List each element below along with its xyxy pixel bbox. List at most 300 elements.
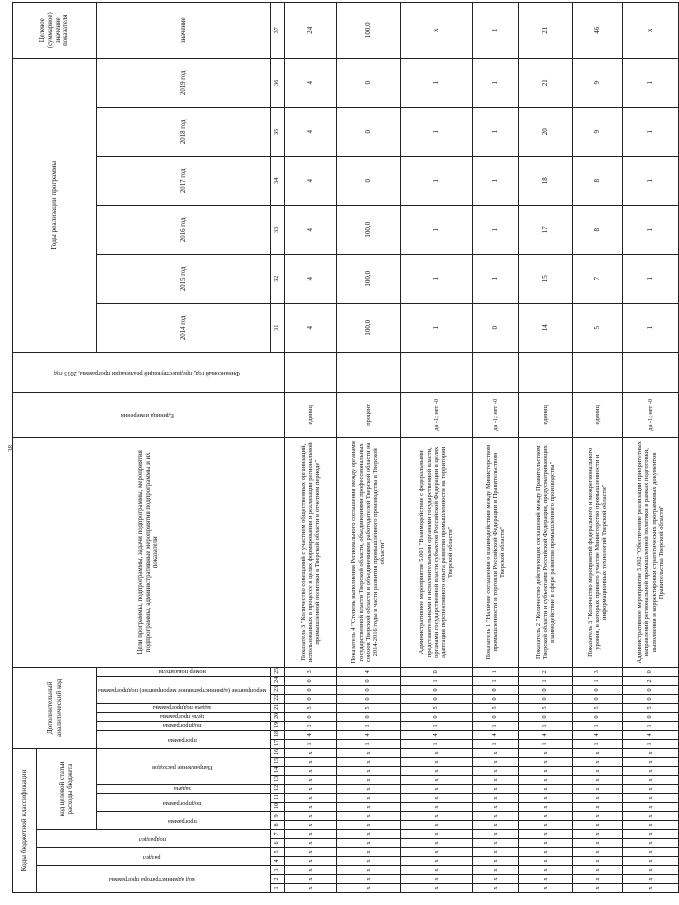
analytic-code-cell: 4 [285,730,337,739]
budget-code-cell: х [337,748,401,757]
budget-code-cell: х [473,767,519,776]
header-year-2017: 2017 год [97,156,271,205]
budget-code-cell: х [401,830,473,839]
budget-code-cell: х [573,812,623,821]
analytic-code-cell: 1 [401,721,473,730]
budget-code-cell: х [623,794,679,803]
analytic-code-cell: 0 [573,694,623,703]
analytic-code-cell: 0 [401,712,473,721]
column-number: 24 [271,676,285,685]
analytic-code-cell: 1 [473,721,519,730]
column-number: 31 [271,303,285,352]
column-number: 19 [271,721,285,730]
year-value-cell: 1 [623,156,679,205]
year-value-cell: 4 [285,303,337,352]
column-number: 37 [271,2,285,58]
budget-code-cell: х [285,839,337,848]
budget-code-cell: х [401,857,473,866]
budget-code-cell: х [519,794,573,803]
budget-code-cell: х [473,758,519,767]
budget-code-cell: х [623,839,679,848]
column-number: 6 [271,839,285,848]
year-value-cell: 1 [401,254,473,303]
indicator-description: Показатель 3 "Количество мероприятий федерального и межрегионального уровня, в которых принято участие Министерство промышленности и информационных технологий Тверской области" [573,437,623,667]
budget-code-cell: х [401,794,473,803]
indicator-description: Показатель 2 "Количество действующих соглашений между Правительством Тверской области и субъектами Российской Федерации, предусматривающих взаимодействие в сфере развития промышленного производства" [519,437,573,667]
unit-cell: да -1; нет -0 [623,392,679,437]
analytic-code-cell: 4 [623,730,679,739]
budget-code-cell: х [473,748,519,757]
header-an-program: программа [97,730,271,748]
budget-code-cell: х [285,830,337,839]
column-number: 34 [271,156,285,205]
budget-code-cell: х [573,884,623,893]
analytic-code-cell: 0 [337,685,401,694]
budget-code-cell: х [519,767,573,776]
indicator-description: Административное мероприятие 5.002 "Обеспечение реализации приоритетных направлений региональной промышленной политики в рамках подготовки, выполнения и корректировки стратегических программных документов Правительства Тверской области" [623,437,679,667]
budget-code-cell: х [473,830,519,839]
budget-code-cell: х [401,812,473,821]
budget-code-cell: х [623,758,679,767]
year-value-cell: 4 [285,58,337,107]
budget-code-cell: х [337,785,401,794]
analytic-code-cell: 1 [519,721,573,730]
header-year-2019: 2019 год [97,58,271,107]
budget-code-cell: х [401,758,473,767]
target-value-cell: 1 [473,2,519,58]
analytic-code-cell: 4 [573,730,623,739]
budget-code-cell: х [573,767,623,776]
analytic-code-cell: 0 [623,694,679,703]
column-number: 9 [271,812,285,821]
budget-code-cell: х [519,758,573,767]
analytic-code-cell: 0 [519,685,573,694]
budget-code-cell: х [573,821,623,830]
analytic-code-cell: 1 [401,676,473,685]
budget-code-cell: х [337,884,401,893]
analytic-code-cell: 0 [573,685,623,694]
budget-code-cell: х [401,821,473,830]
analytic-code-cell: 0 [519,712,573,721]
budget-code-cell: х [473,848,519,857]
budget-code-cell: х [285,794,337,803]
column-number: 7 [271,830,285,839]
target-value-cell: 24 [285,2,337,58]
analytic-code-cell: 0 [337,694,401,703]
budget-code-cell: х [401,767,473,776]
year-value-cell: 20 [519,107,573,156]
budget-code-cell: х [473,776,519,785]
header-task: задача [97,785,271,794]
column-number: 11 [271,794,285,803]
unit-cell: единиц [573,392,623,437]
analytic-code-cell: 1 [573,739,623,748]
budget-code-cell: х [573,794,623,803]
year-value-cell: 9 [573,58,623,107]
budget-code-cell: х [285,776,337,785]
column-number: 10 [271,803,285,812]
indicator-description: Административное мероприятие 5.001 "Взаимодействие с федеральными представительными и исполнительными органами государственной власти, органами государственной власти субъектов Российской Федерации в целях адаптации перспективного опыта развития промышленности на территории Тверской области" [401,437,473,667]
header-an-event: мероприятие (административное мероприятие) подпрограммы [97,676,271,703]
year-value-cell: 1 [473,205,519,254]
column-number: 25 [271,667,285,676]
target-value-cell: х [623,2,679,58]
budget-code-cell: х [337,812,401,821]
fin-year-cell [623,352,679,392]
year-value-cell: 8 [573,205,623,254]
budget-code-cell: х [519,866,573,875]
analytic-code-cell: 0 [623,685,679,694]
analytic-code-cell: 5 [401,703,473,712]
budget-code-cell: х [285,767,337,776]
budget-code-cell: х [401,803,473,812]
unit-cell: единиц [285,392,337,437]
budget-code-cell: х [573,875,623,884]
header-an-goal: цель программы [97,712,271,721]
budget-code-cell: х [337,857,401,866]
column-number: 4 [271,857,285,866]
year-value-cell: 4 [285,254,337,303]
budget-code-cell: х [473,803,519,812]
unit-cell: процент [337,392,401,437]
budget-code-cell: х [623,875,679,884]
budget-code-cell: х [623,812,679,821]
fin-year-cell [473,352,519,392]
year-value-cell: 1 [623,254,679,303]
year-value-cell: 1 [623,303,679,352]
budget-code-cell: х [573,839,623,848]
budget-code-cell: х [519,748,573,757]
analytic-code-cell: 0 [623,712,679,721]
analytic-code-cell: 0 [401,685,473,694]
budget-code-cell: х [623,776,679,785]
year-value-cell: 1 [401,156,473,205]
year-value-cell: 1 [401,58,473,107]
header-year-2018: 2018 год [97,107,271,156]
budget-code-cell: х [401,839,473,848]
budget-code-cell: х [401,776,473,785]
budget-code-cell: х [573,848,623,857]
header-direction: Направление расходов [97,748,271,784]
year-value-cell: 1 [623,58,679,107]
fin-year-cell [401,352,473,392]
budget-code-cell: х [337,866,401,875]
year-value-cell: 1 [623,205,679,254]
budget-code-cell: х [623,848,679,857]
budget-code-cell: х [473,857,519,866]
year-value-cell: 0 [473,303,519,352]
indicator-description: Показатель 3 "Количество совещаний с участием общественных организаций, использованных в процессе в целях формирования и реализации региональной промышленной политики в Тверской области в отчетном периоде" [285,437,337,667]
page-number: 38 [7,445,15,452]
budget-code-cell: х [623,821,679,830]
table-row [473,2,519,892]
budget-code-cell: х [285,812,337,821]
analytic-code-cell: 0 [337,676,401,685]
year-value-cell: 4 [285,156,337,205]
budget-code-cell: х [519,812,573,821]
fin-year-cell [573,352,623,392]
unit-cell: да -1; нет -0 [473,392,519,437]
column-number: 22 [271,694,285,703]
column-number: 13 [271,776,285,785]
target-value-cell: 100,0 [337,2,401,58]
analytic-code-cell: 4 [337,730,401,739]
year-value-cell: 0 [337,107,401,156]
analytic-code-cell: 0 [473,694,519,703]
budget-code-cell: х [573,866,623,875]
column-number: 2 [271,875,285,884]
header-subprogram: подпрограмма [97,794,271,812]
year-value-cell: 0 [337,58,401,107]
budget-code-cell: х [519,776,573,785]
column-number: 3 [271,866,285,875]
budget-code-cell: х [623,803,679,812]
analytic-code-cell: 1 [519,739,573,748]
budget-code-cell: х [285,785,337,794]
year-value-cell: 7 [573,254,623,303]
analytic-code-cell: 3 [285,667,337,676]
analytic-code-cell: 4 [401,730,473,739]
fin-year-cell [285,352,337,392]
analytic-code-cell: 0 [519,694,573,703]
budget-code-cell: х [573,785,623,794]
year-value-cell: 1 [401,303,473,352]
budget-code-cell: х [519,839,573,848]
analytic-code-cell: 5 [285,703,337,712]
column-number: 20 [271,712,285,721]
budget-code-cell: х [337,839,401,848]
column-number: 12 [271,785,285,794]
budget-code-cell: х [623,830,679,839]
analytic-code-cell: 1 [519,676,573,685]
year-value-cell: 18 [519,156,573,205]
header-unit: Единица измерения [13,392,285,437]
year-value-cell: 4 [285,205,337,254]
budget-code-cell: х [337,794,401,803]
header-program: программа [97,812,271,830]
target-value-cell: 46 [573,2,623,58]
budget-code-cell: х [519,821,573,830]
analytic-code-cell: 1 [285,739,337,748]
budget-code-cell: х [401,748,473,757]
analytic-code-cell: 1 [285,721,337,730]
column-number: 23 [271,685,285,694]
budget-code-cell: х [473,785,519,794]
header-an-subprogram: подпрограмма [97,721,271,730]
header-an-task: задача подпрограммы [97,703,271,712]
analytic-code-cell: 2 [519,667,573,676]
budget-code-cell: х [401,866,473,875]
header-target-article: код целевой статьи расходы бюджета [37,748,97,829]
year-value-cell: 1 [401,107,473,156]
column-number: 21 [271,703,285,712]
year-value-cell: 1 [401,205,473,254]
table-row [401,2,473,892]
analytic-code-cell: 0 [285,712,337,721]
analytic-code-cell: 1 [573,721,623,730]
table-row [623,2,679,892]
year-value-cell: 15 [519,254,573,303]
column-number: 8 [271,821,285,830]
year-value-cell: 1 [623,107,679,156]
fin-year-cell [337,352,401,392]
budget-code-cell: х [337,758,401,767]
column-number: 35 [271,107,285,156]
analytic-code-cell: 1 [473,667,519,676]
budget-code-cell: х [285,884,337,893]
header-an-indicator: номер показателя [97,667,271,676]
analytic-code-cell: 0 [337,712,401,721]
budget-code-cell: х [401,785,473,794]
budget-code-cell: х [519,803,573,812]
year-value-cell: 1 [473,107,519,156]
budget-code-cell: х [519,875,573,884]
budget-code-cell: х [473,884,519,893]
column-number: 15 [271,758,285,767]
budget-code-cell: х [573,776,623,785]
header-value: значение [97,2,271,58]
header-year-2014: 2014 год [97,303,271,352]
budget-code-cell: х [623,884,679,893]
budget-code-cell: х [337,821,401,830]
table-row [519,2,573,892]
budget-code-cell: х [285,758,337,767]
budget-code-cell: х [573,830,623,839]
column-number: 33 [271,205,285,254]
budget-code-cell: х [519,848,573,857]
budget-code-cell: х [623,785,679,794]
header-section: раздел [37,848,271,866]
year-value-cell: 8 [573,156,623,205]
analytic-code-cell: 5 [473,703,519,712]
analytic-code-cell: 4 [337,667,401,676]
target-value-cell: х [401,2,473,58]
budget-code-cell: х [519,857,573,866]
header-budget-classification: Коды бюджетной классификации [13,748,37,892]
analytic-code-cell: 1 [573,676,623,685]
target-value-cell: 21 [519,2,573,58]
analytic-code-cell: 0 [473,685,519,694]
budget-code-cell: х [285,857,337,866]
budget-code-cell: х [285,803,337,812]
analytic-code-cell: 1 [337,739,401,748]
budget-code-cell: х [519,830,573,839]
budget-code-cell: х [473,794,519,803]
year-value-cell: 1 [473,58,519,107]
analytic-code-cell: 1 [337,721,401,730]
header-year-2016: 2016 год [97,205,271,254]
budget-code-cell: х [573,758,623,767]
budget-code-cell: х [473,866,519,875]
year-value-cell: 0 [337,156,401,205]
budget-code-cell: х [337,848,401,857]
unit-cell: единиц [519,392,573,437]
budget-code-cell: х [285,821,337,830]
year-value-cell: 14 [519,303,573,352]
budget-code-cell: х [473,875,519,884]
analytic-code-cell: 1 [401,739,473,748]
indicator-description: Показатель 4 "Степень выполнения Регионального соглашения между органами государственной власти Тверской области, объединениями профессиональных союзов Тверской области и объединениями работодателей Тверской области на 2014-2016 годы в части развития промышленного производства в Тверской области" [337,437,401,667]
budget-code-cell: х [623,857,679,866]
year-value-cell: 17 [519,205,573,254]
header-goals: Цели программы, подпрограммы, задачи подпрограммы, мероприятия подпрограммы, административные мероприятия подпрограммы и их показатели [13,437,285,667]
fin-year-cell [519,352,573,392]
analytic-code-cell: 1 [623,739,679,748]
budget-code-cell: х [623,866,679,875]
analytic-code-cell: 0 [473,712,519,721]
column-number: 18 [271,730,285,739]
program-table [12,2,679,893]
year-value-cell: 100,0 [337,254,401,303]
table-row [337,2,401,892]
indicator-description: Показатель 1 "Наличие соглашения о взаимодействии между Министерством промышленности и торговли Российской Федерации и Правительством Тверской области" [473,437,519,667]
analytic-code-cell: 0 [285,676,337,685]
header-fin-year: Финансовый год, предшествующий реализации программы, 2013 год [13,352,285,392]
budget-code-cell: х [401,884,473,893]
analytic-code-cell: 0 [401,667,473,676]
analytic-code-cell: 0 [401,694,473,703]
budget-code-cell: х [285,875,337,884]
analytic-code-cell: 1 [473,676,519,685]
year-value-cell: 4 [285,107,337,156]
budget-code-cell: х [337,767,401,776]
analytic-code-cell: 5 [623,703,679,712]
analytic-code-cell: 4 [519,730,573,739]
year-value-cell: 1 [473,156,519,205]
analytic-code-cell: 1 [623,721,679,730]
budget-code-cell: х [623,767,679,776]
header-admin-code: код администратора программы [37,866,271,893]
analytic-code-cell: 0 [623,667,679,676]
header-years-group: Годы реализации программы [13,58,97,352]
budget-code-cell: х [401,875,473,884]
budget-code-cell: х [519,884,573,893]
column-number: 14 [271,767,285,776]
header-target: Целевое (суммарное) значение показателя [13,2,97,58]
budget-code-cell: х [573,803,623,812]
budget-code-cell: х [337,776,401,785]
table-row [573,2,623,892]
budget-code-cell: х [337,875,401,884]
column-number: 36 [271,58,285,107]
year-value-cell: 5 [573,303,623,352]
year-value-cell: 1 [473,254,519,303]
column-number: 32 [271,254,285,303]
budget-code-cell: х [337,830,401,839]
year-value-cell: 9 [573,107,623,156]
budget-code-cell: х [623,748,679,757]
table-row [285,2,337,892]
analytic-code-cell: 4 [473,730,519,739]
analytic-code-cell: 1 [473,739,519,748]
header-subsection: подраздел [37,830,271,848]
budget-code-cell: х [337,803,401,812]
analytic-code-cell: 5 [519,703,573,712]
unit-cell: да -1; нет -0 [401,392,473,437]
column-number: 5 [271,848,285,857]
rotated-page [12,12,665,893]
year-value-cell: 100,0 [337,303,401,352]
analytic-code-cell: 5 [337,703,401,712]
budget-code-cell: х [519,785,573,794]
analytic-code-cell: 2 [623,676,679,685]
budget-code-cell: х [285,866,337,875]
column-number: 16 [271,748,285,757]
budget-code-cell: х [401,848,473,857]
budget-code-cell: х [473,812,519,821]
year-value-cell: 21 [519,58,573,107]
year-value-cell: 100,0 [337,205,401,254]
